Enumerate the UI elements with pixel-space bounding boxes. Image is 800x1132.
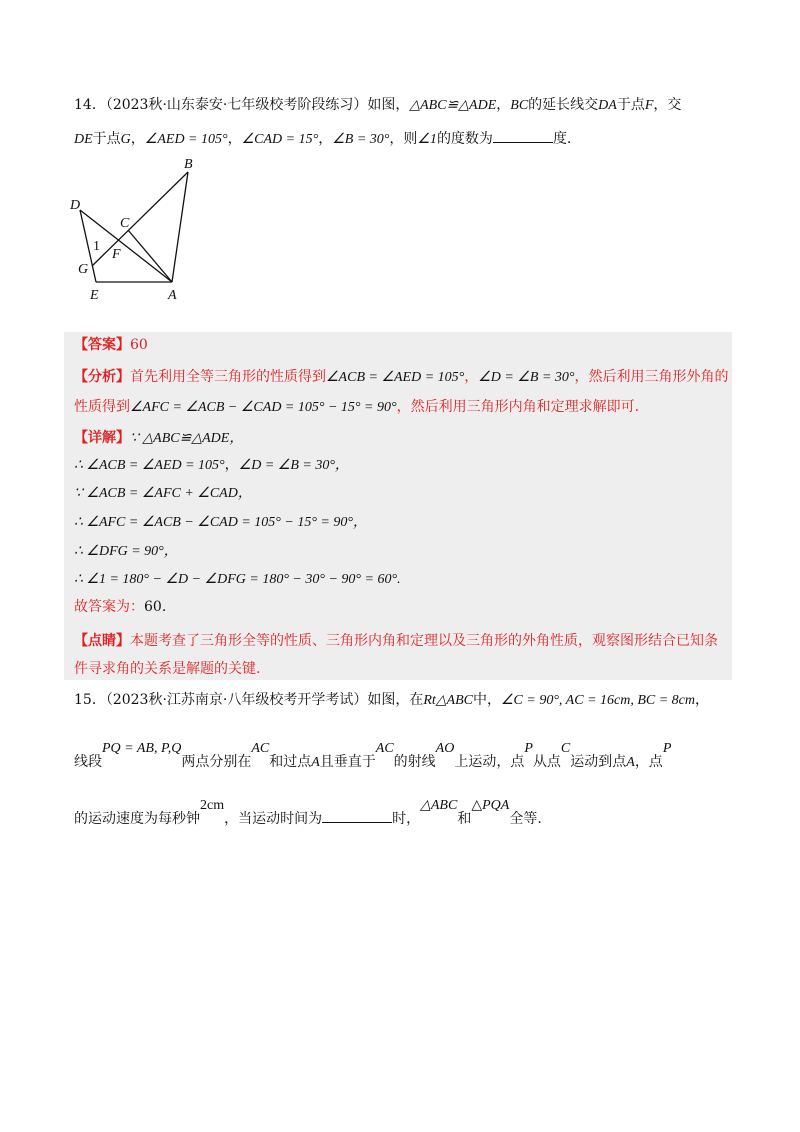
answer-value: 60 [130,337,148,353]
detail-line-4: ∴ ∠AFC = ∠ACB − ∠CAD = 105° − 15° = 90°， [74,515,367,530]
q14-line-1: 14．（2023秋·山东泰安·七年级校考阶段练习）如图，△ABC≌△ADE，BC的延长线交DA于点F，交 [74,97,682,113]
geometry-figure [66,155,226,305]
label-1: 1 [93,239,100,254]
answer-blank[interactable] [493,128,553,143]
detail-line-2: ∴ ∠ACB = ∠AED = 105°，∠D = ∠B = 30°， [74,457,349,473]
final-answer-line: 故答案为：60. [74,599,167,615]
analysis-line-1: 【分析】首先利用全等三角形的性质得到∠ACB = ∠AED = 105°，∠D = ∠B = 30°，然后利用三角形外角的 [74,369,729,385]
label-E: E [90,288,99,303]
segment-BG [92,172,188,266]
detail-line-5: ∴ ∠DFG = 90°， [74,544,178,559]
analysis-tag: 【分析】 [74,369,130,385]
segment-BA [172,172,188,282]
q15-line-1: 15．（2023秋·江苏南京·八年级校考开学考试）如图，在Rt△ABC中，∠C = 90°, AC = 16cm, BC = 8cm， [74,692,710,708]
comment-tag: 【点睛】 [74,633,130,649]
comment-line-2: 件寻求角的关系是解题的关键. [74,661,261,677]
solution-box [64,332,732,680]
answer-tag: 【答案】 [74,337,130,353]
q15-stem: 15．（2023秋·江苏南京·八年级校考开学考试）如图，在 [74,692,424,708]
detail-tag: 【详解】 [74,430,130,446]
label-D: D [70,198,81,213]
label-B: B [184,157,193,172]
label-C: C [120,216,130,231]
label-G: G [78,262,89,277]
analysis-line-2: 性质得到∠AFC = ∠ACB − ∠CAD = 105° − 15° = 90°，然后利用三角形内角和定理求解即可. [74,399,640,415]
q14-stem: 14．（2023秋·山东泰安·七年级校考阶段练习）如图， [74,97,410,113]
detail-line-1: 【详解】∵ △ABC≌△ADE， [74,430,244,446]
label-F: F [112,247,121,262]
answer-line [74,334,148,356]
comment-line-1: 【点睛】本题考查了三角形全等的性质、三角形内角和定理以及三角形的外角性质，观察图形结合已知条 [74,633,718,649]
segment-CA [128,230,172,282]
label-A: A [168,288,177,303]
q15-line-2: 线段PQ = AB, P,Q两点分别在AC和过点A且垂直于AC的射线AO上运动，点P从点C运动到点A，点P [74,741,672,770]
detail-line-6: ∴ ∠1 = 180° − ∠D − ∠DFG = 180° − 30° − 90° = 60°. [74,572,401,587]
detail-line-3: ∵ ∠ACB = ∠AFC + ∠CAD， [74,486,252,501]
answer-blank-15[interactable] [322,808,392,823]
q14-line-2: DE于点G，∠AED = 105°，∠CAD = 15°，∠B = 30°，则∠1的度数为 度. [74,128,571,150]
q14-congruence: △ABC≌△ADE [409,98,497,113]
q15-line-3: 的运动速度为每秒钟2cm，当运动时间为 时，△ABC和△PQA全等. [74,798,542,827]
